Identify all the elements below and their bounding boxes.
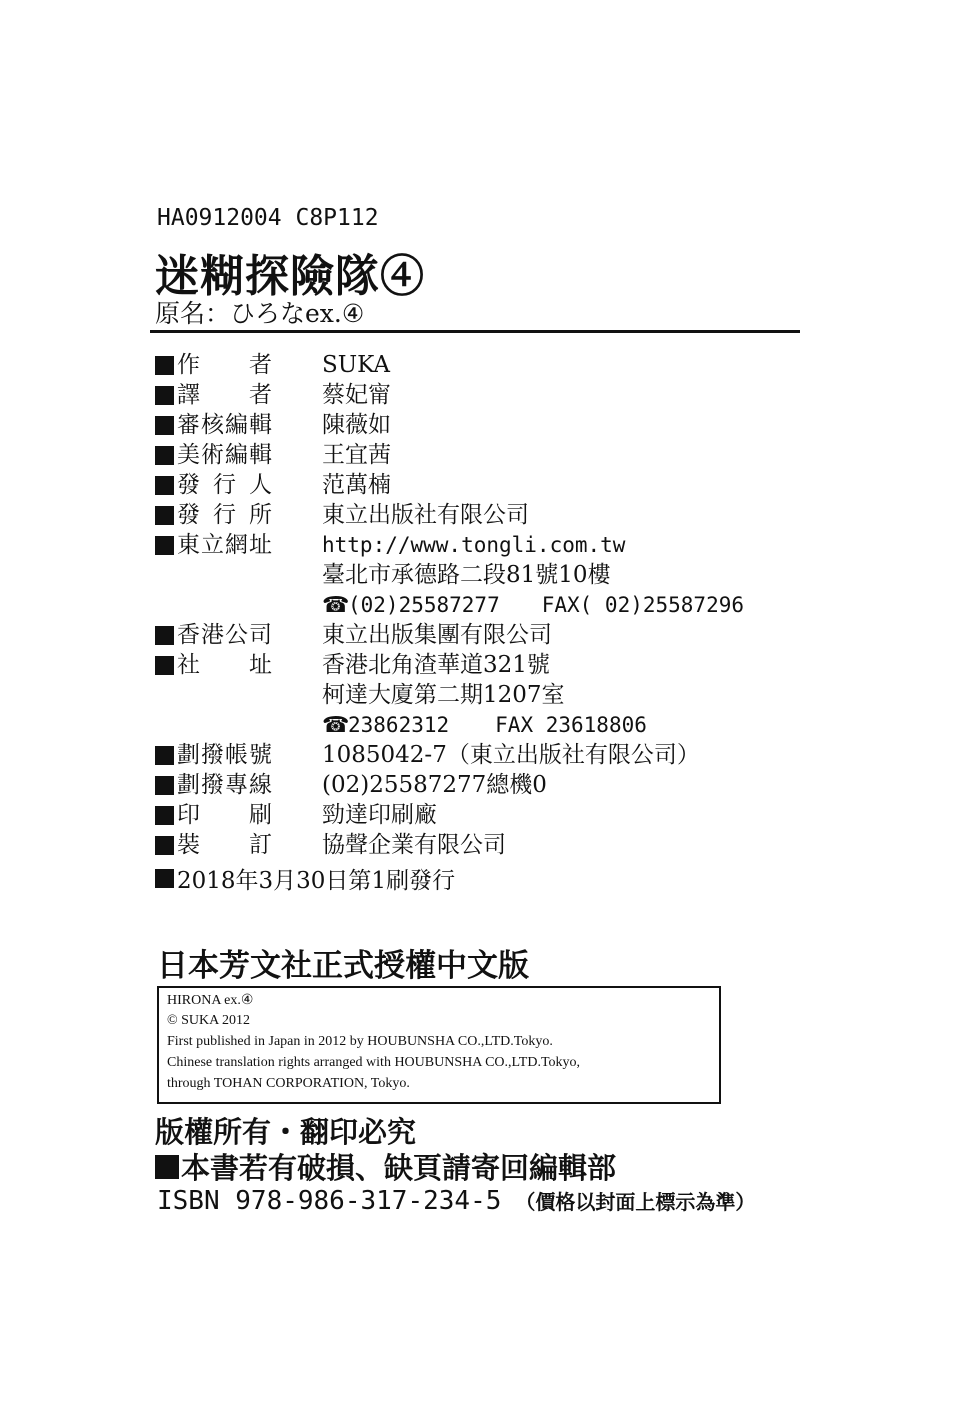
credit-row-hk-company (155, 620, 795, 650)
rights-line-3: First published in Japan in 2012 by HOUBUNSHA CO.,LTD.Tokyo. (167, 1034, 553, 1049)
isbn-number: ISBN 978-986-317-234-5 (157, 1186, 502, 1216)
credit-value: 陳薇如 (322, 412, 391, 438)
credit-row-author (155, 350, 795, 380)
credit-label: 印 刷 (177, 802, 272, 828)
credit-label: 發行所 (177, 502, 272, 528)
rights-line-1: HIRONA ex.④ (167, 993, 254, 1008)
credit-label: 劃撥帳號 (177, 742, 272, 768)
credit-row-transfer-account (155, 740, 795, 770)
hk-address-row2 (155, 680, 795, 710)
credit-value: 王宜茜 (322, 442, 391, 468)
print-date: 2018年3月30日第1刷發行 (177, 868, 456, 894)
publisher-phone-row (155, 590, 795, 620)
credit-row-review-editor (155, 410, 795, 440)
publisher-phone: (02)25587277 (348, 593, 500, 617)
credit-label: 東立網址 (177, 532, 272, 558)
square-bullet-icon (155, 506, 174, 525)
credit-label: 發行人 (177, 472, 272, 498)
copyright-notice: 版權所有・翻印必究 (155, 1115, 417, 1149)
square-bullet-icon (155, 476, 174, 495)
credit-row-translator (155, 380, 795, 410)
rights-line-5: through TOHAN CORPORATION, Tokyo. (167, 1076, 410, 1091)
credit-value: SUKA (322, 352, 391, 378)
square-bullet-icon (155, 806, 174, 825)
edition-statement: 日本芳文社正式授權中文版 (157, 948, 529, 984)
original-title: 原名：ひろなex.④ (155, 299, 365, 328)
hk-phone-row (155, 710, 795, 740)
square-bullet-icon (155, 656, 174, 675)
credit-row-transfer-line (155, 770, 795, 800)
square-bullet-icon (155, 446, 174, 465)
hk-address-line1: 香港北角渣華道321號 (322, 652, 550, 678)
square-bullet-icon (155, 416, 174, 435)
credit-row-publisher (155, 500, 795, 530)
publisher-address-row (155, 560, 795, 590)
isbn-line (157, 1186, 755, 1216)
telephone-icon: ☎ (322, 713, 350, 738)
website-url: http://www.tongli.com.tw (322, 533, 626, 557)
hk-fax: FAX 23618806 (495, 713, 647, 737)
rights-line-2: © SUKA 2012 (167, 1013, 250, 1028)
price-note: （價格以封面上標示為準） (515, 1190, 756, 1214)
credit-row-publisher-person (155, 470, 795, 500)
publisher-address: 臺北市承德路二段81號10樓 (322, 562, 611, 588)
hk-phone: 23862312 (348, 713, 450, 737)
divider-rule (150, 330, 800, 333)
book-title: 迷糊探險隊④ (155, 251, 425, 302)
credit-row-printing (155, 800, 795, 830)
credit-label: 劃撥專線 (177, 772, 272, 798)
square-bullet-icon (155, 776, 174, 795)
credit-value: 1085042-7（東立出版社有限公司） (322, 742, 700, 768)
square-bullet-icon (155, 869, 174, 888)
credit-value: 協聲企業有限公司 (322, 832, 506, 858)
square-bullet-icon (155, 836, 174, 855)
square-bullet-icon (155, 356, 174, 375)
rights-line-4: Chinese translation rights arranged with HOUBUNSHA CO.,LTD.Tokyo, (167, 1055, 581, 1070)
square-bullet-icon (155, 386, 174, 405)
credits-list (155, 350, 795, 860)
square-bullet-icon (155, 626, 174, 645)
credit-label: 譯 者 (177, 382, 272, 408)
credit-value: 東立出版社有限公司 (322, 502, 529, 528)
telephone-icon: ☎ (322, 593, 350, 618)
credit-label: 審核編輯 (177, 412, 272, 438)
credit-row-art-editor (155, 440, 795, 470)
credit-row-website (155, 530, 795, 560)
rights-box (157, 986, 721, 1104)
credit-row-binding (155, 830, 795, 860)
credit-label: 美術編輯 (177, 442, 272, 468)
credit-value: 勁達印刷廠 (322, 802, 437, 828)
damage-notice-line (155, 1146, 616, 1187)
damage-notice: 本書若有破損、缺頁請寄回編輯部 (181, 1151, 617, 1185)
credit-row-hk-address (155, 650, 795, 680)
credit-value: 范萬楠 (322, 472, 391, 498)
credit-value: 東立出版集團有限公司 (322, 622, 552, 648)
credit-value: 蔡妃甯 (322, 382, 391, 408)
square-bullet-icon (155, 1155, 179, 1179)
publisher-fax: FAX( 02)25587296 (541, 593, 745, 617)
credit-label: 香港公司 (177, 622, 272, 648)
print-date-line (155, 862, 455, 895)
hk-address-line2: 柯達大廈第二期1207室 (322, 682, 565, 708)
square-bullet-icon (155, 536, 174, 555)
square-bullet-icon (155, 746, 174, 765)
credit-label: 作 者 (177, 352, 272, 378)
credit-value: (02)25587277總機0 (322, 772, 547, 798)
credit-label: 社 址 (177, 652, 272, 678)
credit-label: 裝 訂 (177, 832, 272, 858)
product-code: HA0912004 C8P112 (157, 205, 379, 231)
